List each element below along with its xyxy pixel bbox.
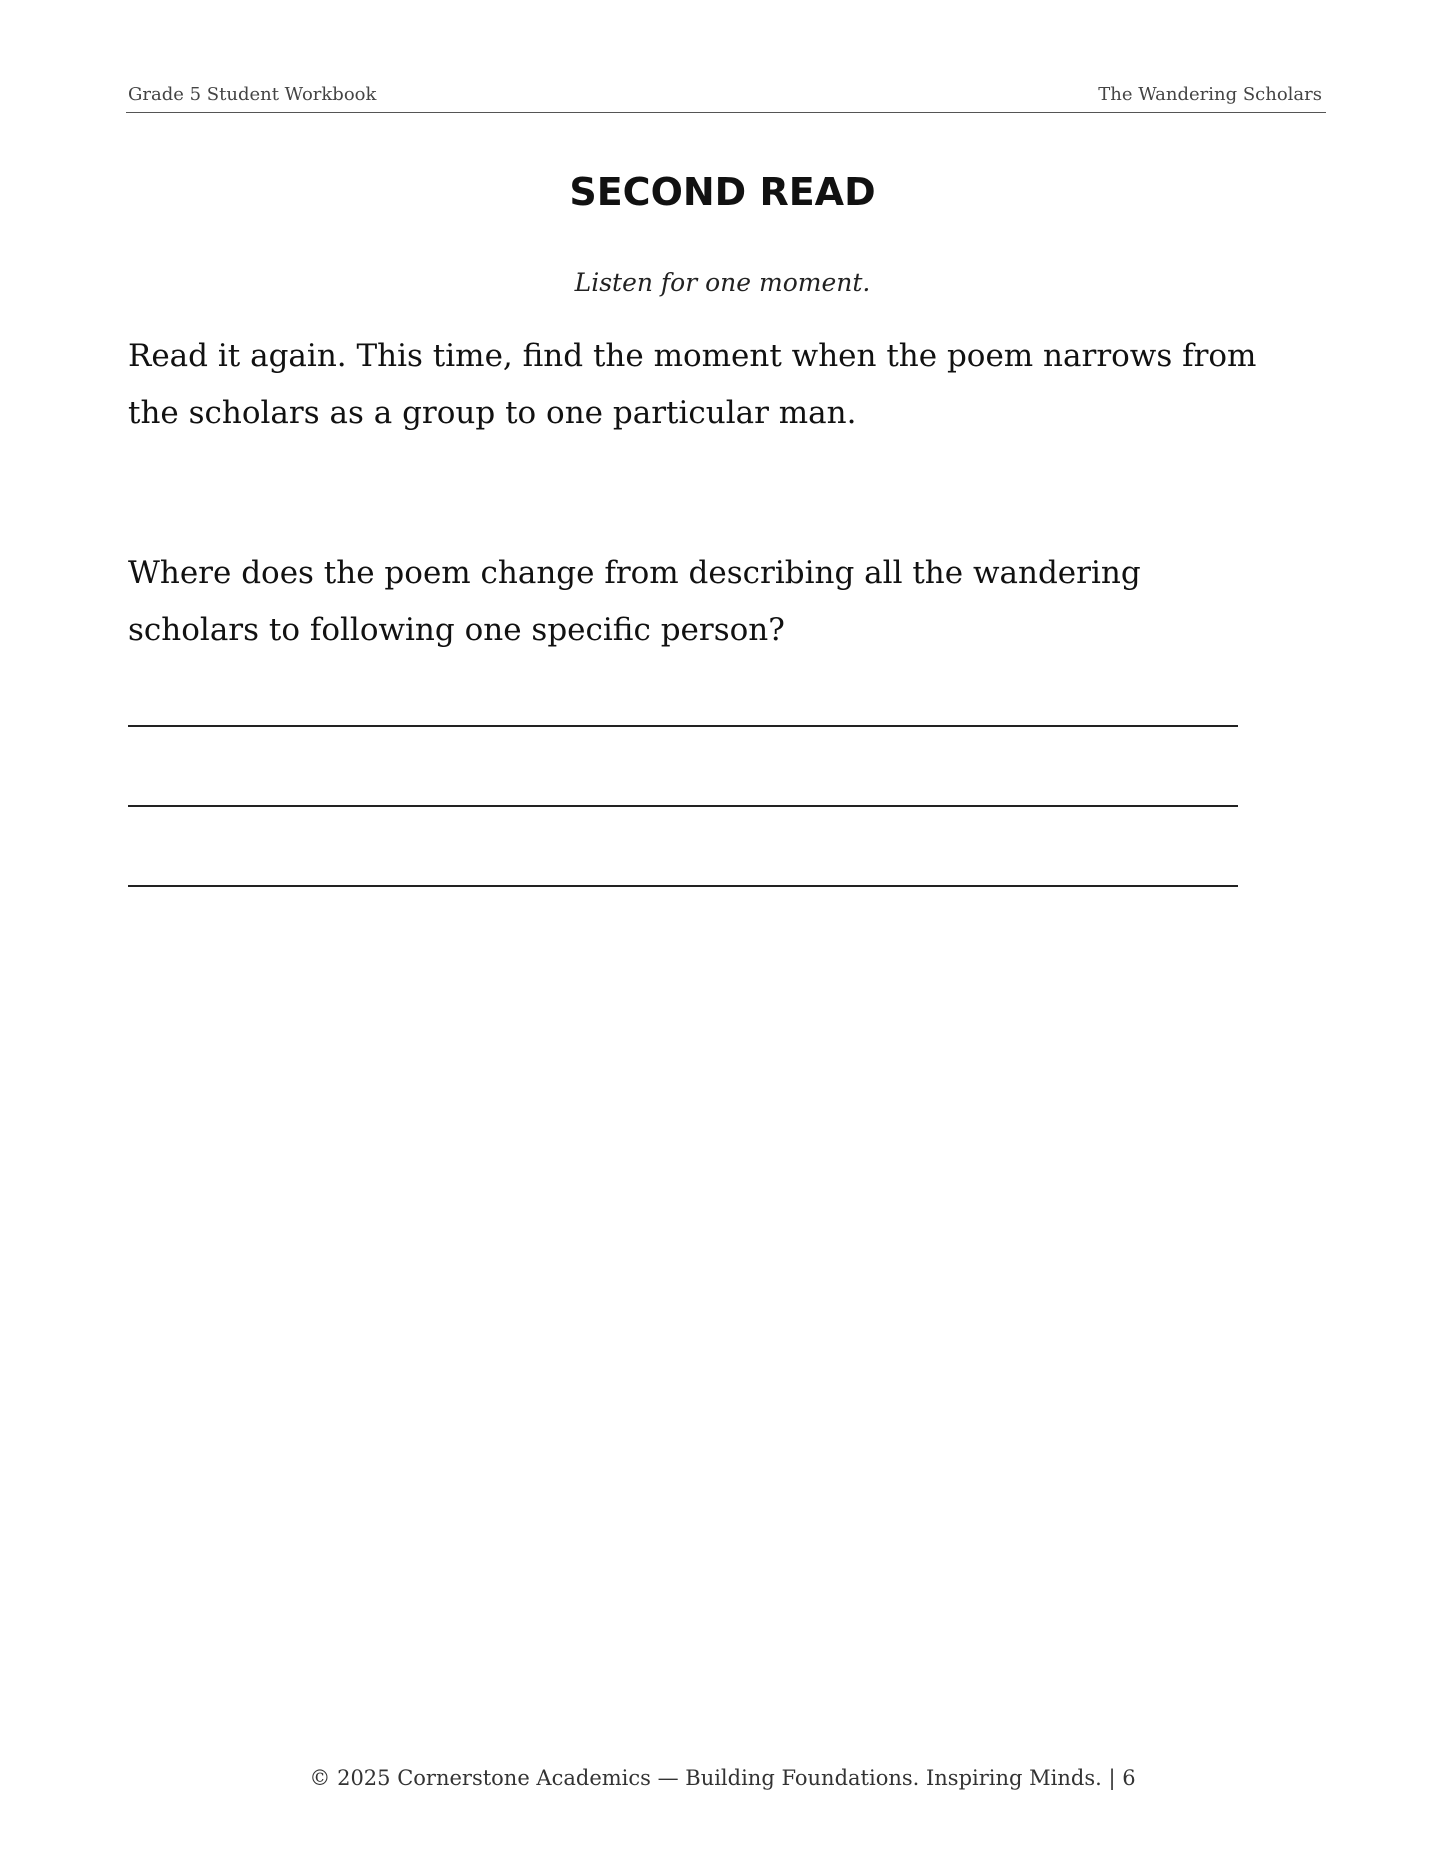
section-title: SECOND READ [569, 170, 876, 214]
question-prompt: Where does the poem change from describing all the wandering scholars to following one specific person? [128, 555, 1141, 648]
page-footer: © 2025 Cornerstone Academics — Building Foundations. Inspiring Minds. | 6 [309, 1766, 1136, 1790]
page-header [126, 84, 1326, 113]
answer-line[interactable] [128, 725, 1238, 727]
section-subtitle: Listen for one moment. [574, 268, 871, 297]
instructions-paragraph: Read it again. This time, find the moment when the poem narrows from the scholars as a group to one particular man. [128, 338, 1257, 431]
answer-line[interactable] [128, 805, 1238, 807]
header-lesson-title: The Wandering Scholars [1098, 84, 1322, 105]
header-workbook-title: Grade 5 Student Workbook [128, 84, 377, 105]
answer-line[interactable] [128, 885, 1238, 887]
